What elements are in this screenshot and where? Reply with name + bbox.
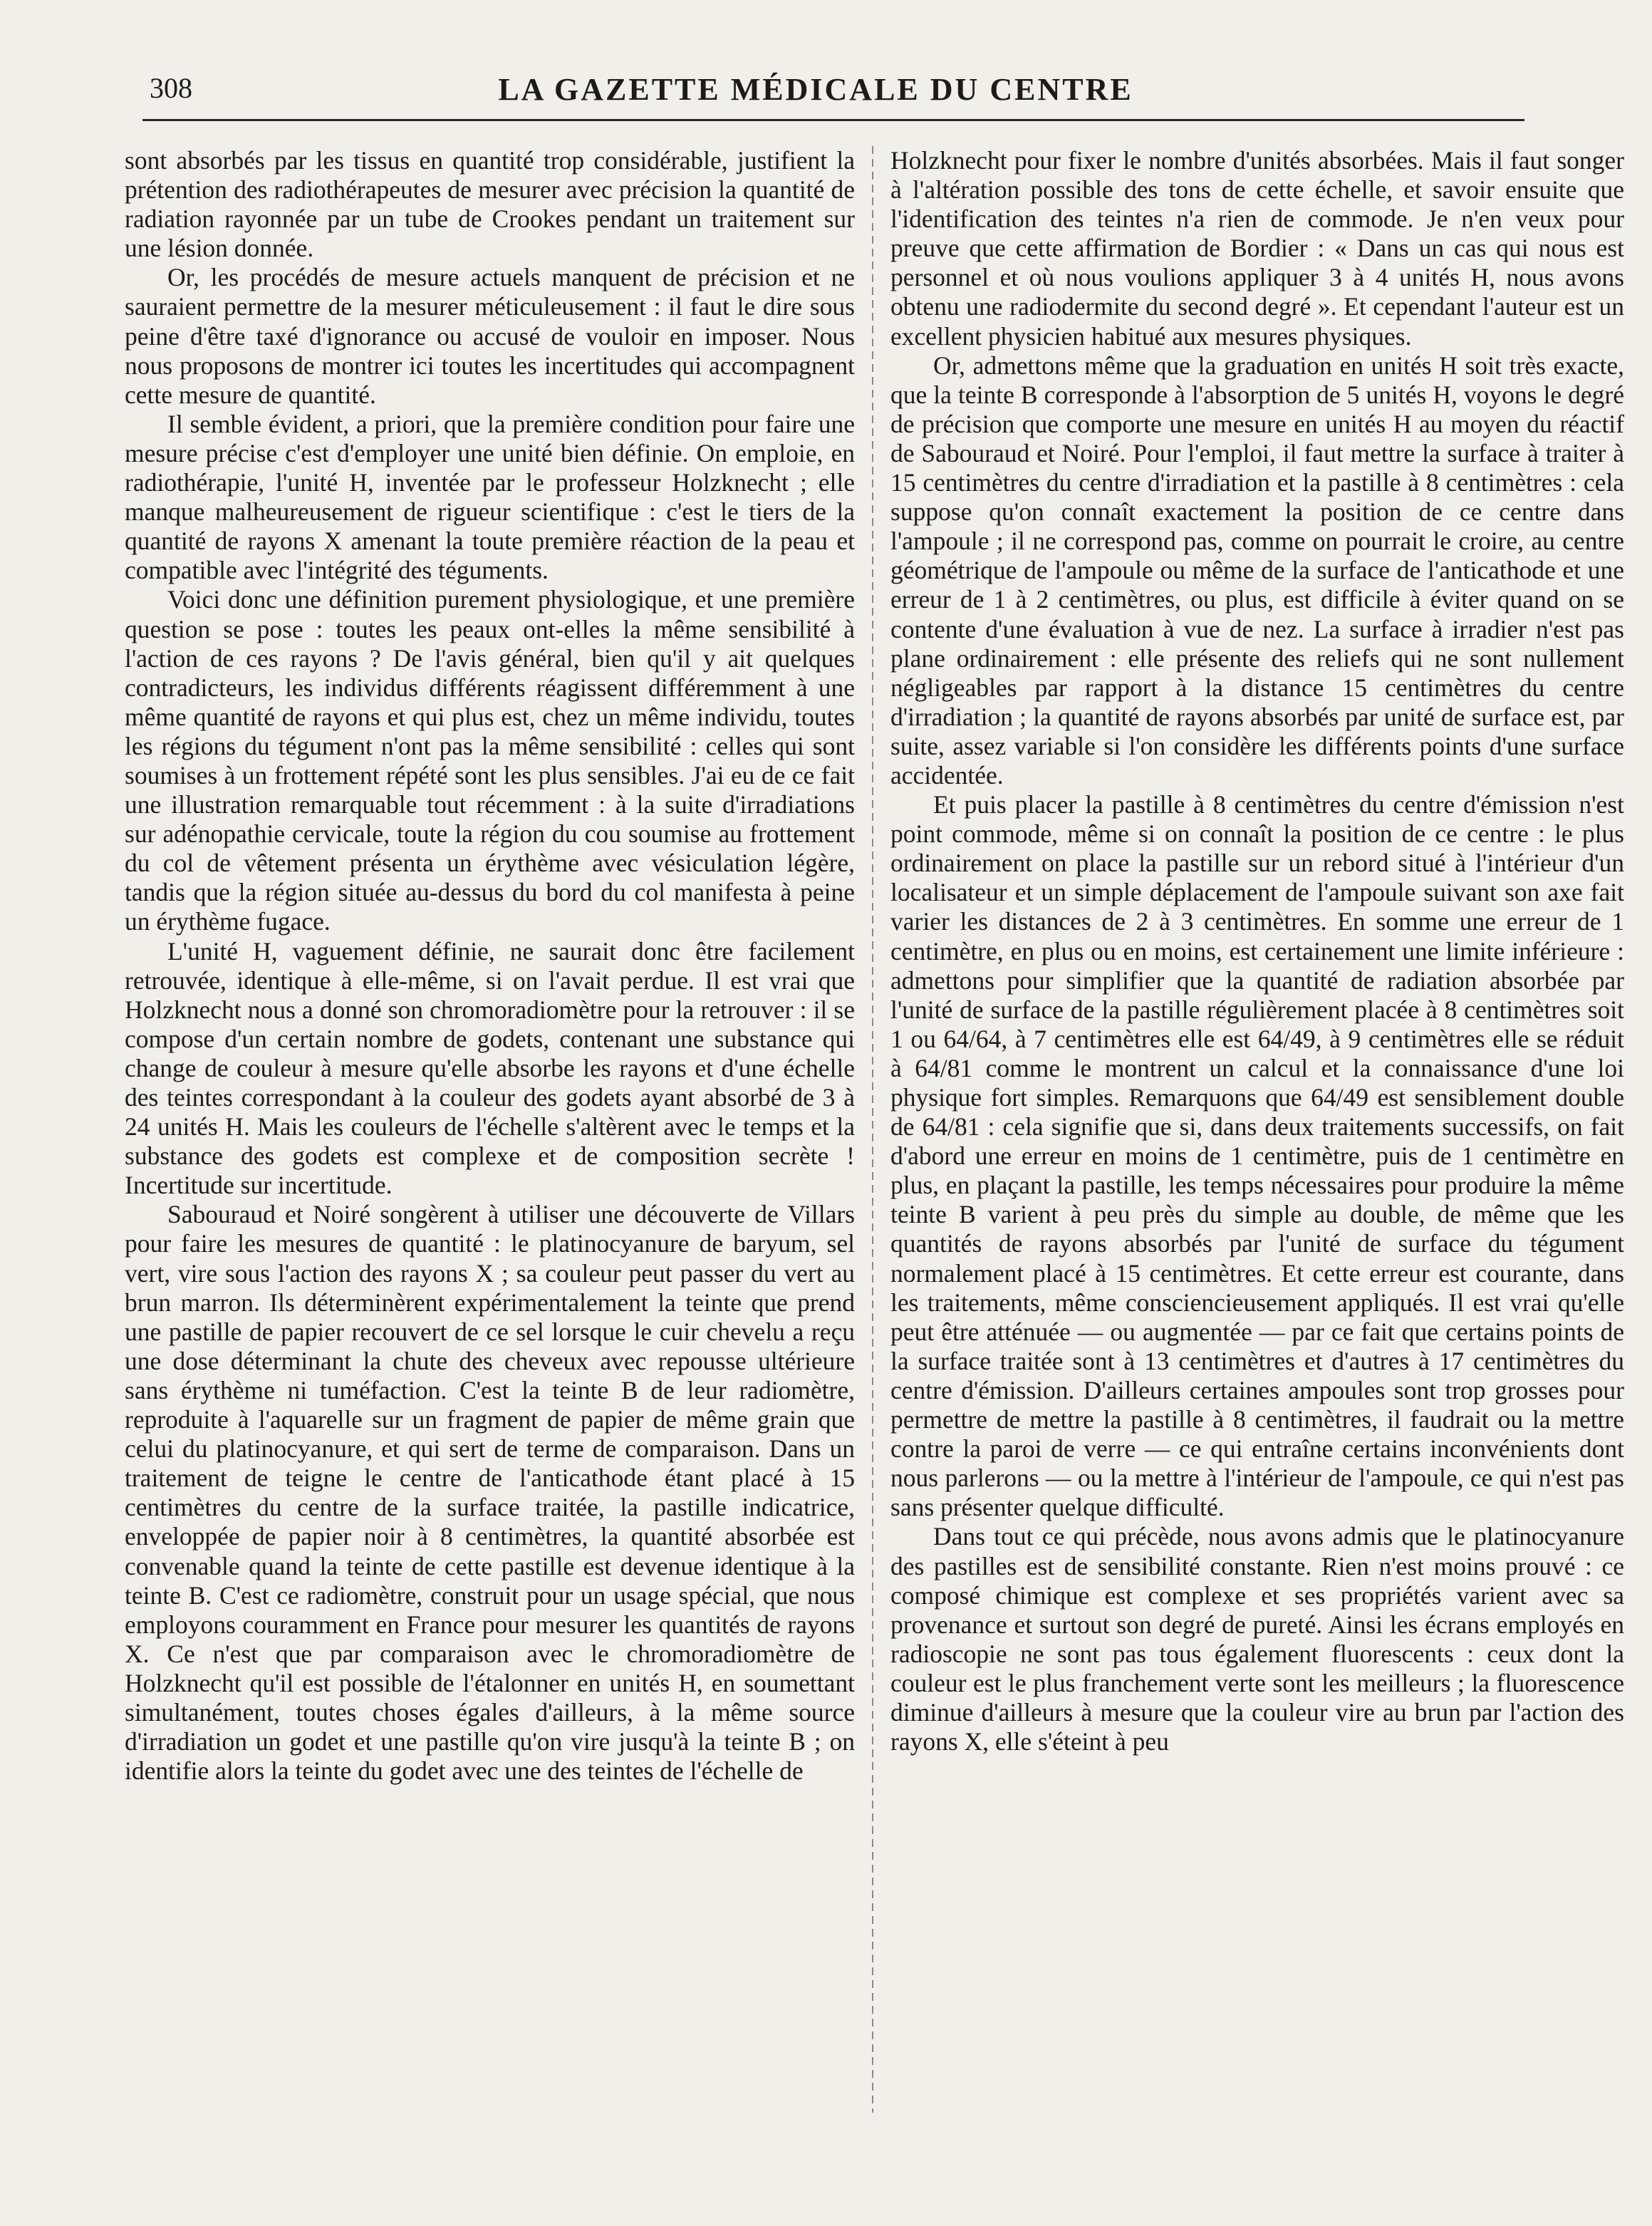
paragraph: sont absorbés par les tissus en quantité trop considérable, justifient la prétention des radiothérapeutes de mesurer avec précision la quantité de radiation rayonnée par un tube de Crookes pendant un traitement sur une lésion donnée. <box>125 146 855 263</box>
paragraph: Or, les procédés de mesure actuels manquent de précision et ne sauraient permettre de la mesurer méticuleusement : il faut le dire sous peine d'être taxé d'ignorance ou accusé de vouloir en imposer. Nous nous proposons de montrer ici toutes les incertitudes qui accompagnent cette mesure de quantité. <box>125 263 855 409</box>
paragraph: Dans tout ce qui précède, nous avons admis que le platinocyanure des pastilles est de sensibilité constante. Rien n'est moins prouvé : ce composé chimique est complexe et ses propriétés varient avec sa provenance et surtout son degré de pureté. Ainsi les écrans employés en radioscopie ne sont pas tous également fluorescents : ceux dont la couleur est le plus franchement verte sont les meilleurs ; la fluorescence diminue d'ailleurs à mesure que la couleur vire au brun par l'action des rayons X, elle s'éteint à peu <box>890 1522 1624 1756</box>
paragraph: Sabouraud et Noiré songèrent à utiliser une découverte de Villars pour faire les mesures de quantité : le platinocyanure de baryum, sel vert, vire sous l'action des rayons X ; sa couleur peut passer du vert au brun marron. Ils déterminèrent expérimentalement la teinte que prend une pastille de papier recouvert de ce sel lorsque le cuir chevelu a reçu une dose déterminant la chute des cheveux avec repousse ultérieure sans érythème ni tuméfaction. C'est la teinte B de leur radiomètre, reproduite à l'aquarelle sur un fragment de papier de même grain que celui du platinocyanure, et qui sert de terme de comparaison. Dans un traitement de teigne le centre de l'anticathode étant placé à 15 centimètres du centre de la surface traitée, la pastille indicatrice, enveloppée de papier noir à 8 centimètres, la quantité absorbée est convenable quand la teinte de cette pastille est devenue identique à la teinte B. C'est ce radiomètre, construit pour un usage spécial, que nous employons couramment en France pour mesurer les quantités de rayons X. Ce n'est que par comparaison avec le chromoradiomètre de Holzknecht qu'il est possible de l'étalonner en unités H, en soumettant simultanément, toutes choses égales d'ailleurs, à la même source d'irradiation un godet et une pastille qu'on vire jusqu'à la teinte B ; on identifie alors la teinte du godet avec une des teintes de l'échelle de <box>125 1200 855 1786</box>
column-divider <box>872 146 873 2113</box>
paragraph: Et puis placer la pastille à 8 centimètres du centre d'émission n'est point commode, même si on connaît la position de ce centre : le plus ordinairement on place la pastille sur un rebord situé à l'intérieur d'un localisateur et un simple déplacement de l'ampoule suivant son axe fait varier les distances de 2 à 3 centimètres. En somme une erreur de 1 centimètre, en plus ou en moins, est certainement une limite inférieure : admettons pour simplifier que la quantité de radiation absorbée par l'unité de surface de la pastille régulièrement placée à 8 centimètres soit 1 ou 64/64, à 7 centimètres elle est 64/49, à 9 centimètres elle se réduit à 64/81 comme le montrent un calcul et la connaissance d'une loi physique fort simples. Remarquons que 64/49 est sensiblement double de 64/81 : cela signifie que si, dans deux traitements successifs, on fait d'abord une erreur en moins de 1 centimètre, puis de 1 centimètre en plus, en plaçant la pastille, les temps nécessaires pour produire la même teinte B varient à peu près du simple au double, de même que les quantités de rayons absorbés par l'unité de surface du tégument normalement placé à 15 centimètres. Et cette erreur est courante, dans les traitements, même consciencieusement appliqués. Il est vrai qu'elle peut être atténuée — ou augmentée — par ce fait que certains points de la surface traitée sont à 13 centimètres et d'autres à 17 centimètres du centre d'émission. D'ailleurs certaines ampoules sont trop grosses pour permettre de mettre la pastille à 8 centimètres, il faudrait ou la mettre contre la paroi de verre — ce qui entraîne certains inconvénients dont nous parlerons — ou la mettre à l'intérieur de l'ampoule, ce qui n'est pas sans présenter quelque difficulté. <box>890 790 1624 1522</box>
paragraph: Voici donc une définition purement physiologique, et une première question se pose : toutes les peaux ont-elles la même sensibilité à l'action de ces rayons ? De l'avis général, bien qu'il y ait quelques contradicteurs, les individus différents réagissent différemment à une même quantité de rayons et qui plus est, chez un même individu, toutes les régions du tégument n'ont pas la même sensibilité : celles qui sont soumises à un frottement répété sont les plus sensibles. J'ai eu de ce fait une illustration remarquable tout récemment : à la suite d'irradiations sur adénopathie cervicale, toute la région du cou soumise au frottement du col de vêtement présenta un érythème avec vésiculation légère, tandis que la région située au-dessus du bord du col manifesta à peine un érythème fugace. <box>125 585 855 936</box>
paragraph: Or, admettons même que la graduation en unités H soit très exacte, que la teinte B corresponde à l'absorption de 5 unités H, voyons le degré de précision que comporte une mesure en unités H au moyen du réactif de Sabouraud et Noiré. Pour l'emploi, il faut mettre la surface à traiter à 15 centimètres du centre d'irradiation et la pastille à 8 centimètres : cela suppose qu'on connaît exactement la position de ce centre dans l'ampoule ; il ne correspond pas, comme on pourrait le croire, au centre géométrique de l'ampoule ou même de la surface de l'anticathode et une erreur de 1 à 2 centimètres, ou plus, est difficile à éviter quand on se contente d'une évaluation à vue de nez. La surface à irradier n'est pas plane ordinairement : elle présente des reliefs qui ne sont nullement négligeables par rapport à la distance 15 centimètres du centre d'irradiation ; la quantité de rayons absorbés par unité de surface est, par suite, assez variable si l'on considère les différents points d'une surface accidentée. <box>890 351 1624 790</box>
paragraph: Il semble évident, a priori, que la première condition pour faire une mesure précise c'est d'employer une unité bien définie. On emploie, en radiothérapie, l'unité H, inventée par le professeur Holzknecht ; elle manque malheureusement de rigueur scientifique : c'est le tiers de la quantité de rayons X amenant la toute première réaction de la peau et compatible avec l'intégrité des téguments. <box>125 409 855 585</box>
left-column <box>125 146 855 2106</box>
page-header <box>107 66 1524 123</box>
paragraph: Holzknecht pour fixer le nombre d'unités absorbées. Mais il faut songer à l'altération possible des tons de cette échelle, et savoir ensuite que l'identification des teintes n'a rien de commode. Je n'en veux pour preuve que cette affirmation de Bordier : « Dans un cas qui nous est personnel et où nous voulions appliquer 3 à 4 unités H, nous avons obtenu une radiodermite du second degré ». Et cependant l'auteur est un excellent physicien habitué aux mesures physiques. <box>890 146 1624 351</box>
page-number: 308 <box>150 72 192 104</box>
journal-title: LA GAZETTE MÉDICALE DU CENTRE <box>498 72 1133 107</box>
header-rule <box>142 119 1524 121</box>
paragraph: L'unité H, vaguement définie, ne saurait donc être facilement retrouvée, identique à elle-même, si on l'avait perdue. Il est vrai que Holzknecht nous a donné son chromoradiomètre pour la retrouver : il se compose d'un certain nombre de godets, contenant une substance qui change de couleur à mesure qu'elle absorbe les rayons et d'une échelle des teintes correspondant à la couleur des godets ayant absorbé de 3 à 24 unités H. Mais les couleurs de l'échelle s'altèrent avec le temps et la substance des godets est complexe et de composition secrète ! Incertitude sur incertitude. <box>125 936 855 1200</box>
right-column <box>890 146 1624 2106</box>
